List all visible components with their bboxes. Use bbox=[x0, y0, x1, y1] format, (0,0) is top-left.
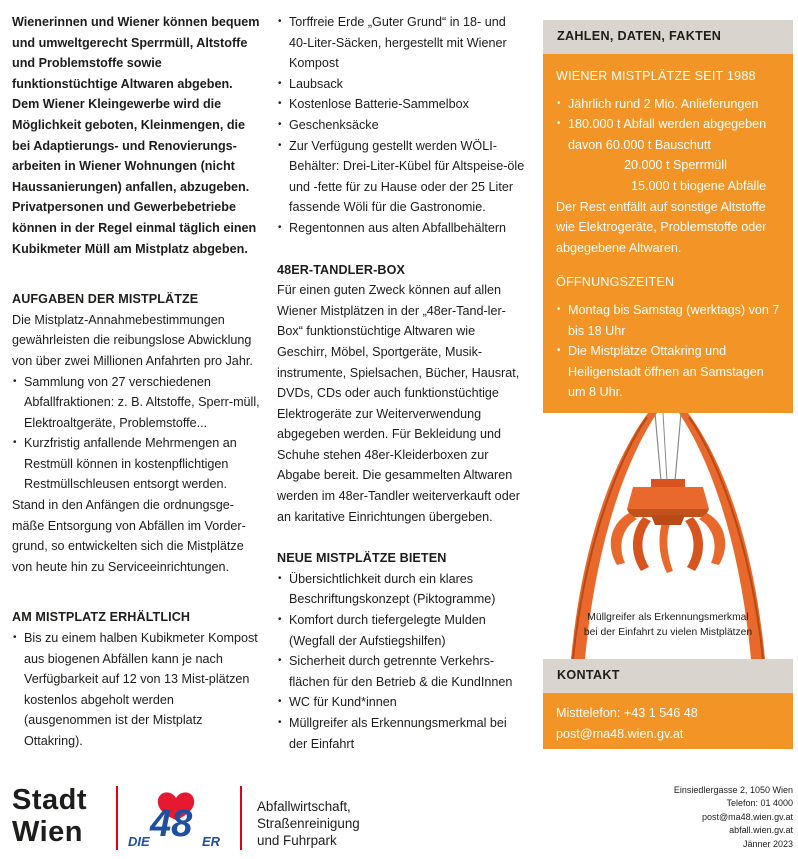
stadt-wien-logo bbox=[12, 784, 87, 848]
hours-list bbox=[556, 300, 780, 403]
intro-text: Wienerinnen und Wiener können bequem und umweltgerecht Sperrmüll, Altstoffe und Problemstoffe sowie funktionstüchtige Altwaren abgeben. Dem Wiener Kleingewerbe wird die Möglichkeit geboten, Kleinmengen, die bei Adaptierungs- und Renovierungs-arbeiten in Wiener Wohnungen (nicht Haussanierungen) anfallen, abzugeben. Privatpersonen und Gewerbebetriebe können in der Regel einmal täglich einen Kubikmeter Müll am Mistplatz abgeben. bbox=[12, 15, 260, 256]
claw-photo bbox=[543, 413, 793, 659]
tasks-list bbox=[12, 372, 262, 496]
list-item: • WC für Kund*innen bbox=[277, 692, 527, 713]
list-item: • Kurzfristig anfallende Mehrmengen an Restmüll können in kostenpflichtigen Restmüllschleusen entsorgt werden. bbox=[12, 433, 262, 495]
list-item: • Die Mistplätze Ottakring und Heiligenstadt öffnen an Samstagen um 8 Uhr. bbox=[556, 341, 780, 403]
list-item: • Regentonnen aus alten Abfallbehältern bbox=[277, 218, 527, 239]
tasks-heading: AUFGABEN DER MISTPLÄTZE bbox=[12, 292, 199, 307]
ma48-logo bbox=[128, 790, 228, 850]
photo-caption: Müllgreifer als Erkennungsmerkmal bei der Einfahrt zu vielen Mistplätzen bbox=[583, 612, 753, 638]
contact-header: KONTAKT bbox=[543, 659, 793, 693]
contact-email-link[interactable]: post@ma48.wien.gv.at bbox=[556, 726, 684, 741]
logo-48-text: 48 bbox=[150, 803, 193, 845]
list-item: • Bis zu einem halben Kubikmeter Kompost aus biogenen Abfällen kann je nach Verfügbarkeit auf 12 von 13 Mist-plätzen kostenlos abgeholt werden (ausgenommen ist der Mistplatz Ottakring). bbox=[12, 628, 262, 752]
column-middle bbox=[277, 0, 527, 754]
list-item: • 180.000 t Abfall werden abgegeben davon 60.000 t Bauschutt 20.000 t Sperrmüll 15.000 t biogene Abfälle bbox=[556, 114, 780, 196]
list-item: • Jährlich rund 2 Mio. Anlieferungen bbox=[556, 94, 780, 115]
contact-phone: Misttelefon: +43 1 546 48 bbox=[556, 706, 698, 720]
tasks-outro: Stand in den Anfängen die ordnungsge-mäße Entsorgung von Abfällen im Vorder-grund, so entwickelten sich die Mistplätze von heute hin zu Serviceeinrichtungen. bbox=[12, 498, 246, 574]
divider bbox=[116, 786, 118, 850]
tandler-text: Für einen guten Zweck können auf allen Wiener Mistplätzen in der „48er-Tand-ler-Box“ funktionstüchtige Altwaren wie Geschirr, Möbel, Sportgeräte, Musik-instrumente, Spielsachen, Bücher, Hausrat, DVDs, CDs oder auch funktionstüchtige Elektrogeräte zur Weiterverwendung abgegeben werden. Für Bekleidung und Schuhe stehen 48er-Kleiderboxen zur Abgabe bereit. Die gesammelten Altwaren werden im 48er-Tandler weiterverkauft oder an karitative Einrichtungen übergeben. bbox=[277, 283, 520, 524]
new-heading: NEUE MISTPLÄTZE BIETEN bbox=[277, 551, 447, 566]
logo-stadt-text: Stadt bbox=[12, 784, 87, 816]
hours-heading: ÖFFNUNGSZEITEN bbox=[556, 275, 675, 290]
footer bbox=[0, 770, 798, 859]
list-item: • Laubsack bbox=[277, 74, 527, 95]
list-item: • Torffreie Erde „Guter Grund“ in 18- und 40-Liter-Säcken, hergestellt mit Wiener Kompost bbox=[277, 12, 527, 74]
logo-die-text: DIE bbox=[128, 834, 150, 849]
list-item: • Übersichtlichkeit durch ein klares Beschriftungskonzept (Piktogramme) bbox=[277, 569, 527, 610]
facts-rest-text: Der Rest entfällt auf sonstige Altstoffe wie Elektrogeräte, Problemstoffe oder abgegebene Altwaren. bbox=[556, 199, 767, 255]
list-item: • Geschenksäcke bbox=[277, 115, 527, 136]
facts-list bbox=[556, 94, 780, 197]
list-item: • Zur Verfügung gestellt werden WÖLI-Behälter: Drei-Liter-Kübel für Altspeise-öle und -fette für zu Hause oder der 25 Liter fassende Wöli für die Gastronomie. bbox=[277, 136, 527, 218]
facts-box bbox=[543, 20, 793, 413]
facts-body bbox=[543, 54, 793, 403]
facts-subheading: WIENER MISTPLÄTZE SEIT 1988 bbox=[556, 69, 756, 83]
available-list bbox=[12, 628, 262, 752]
list-item: • Sammlung von 27 verschiedenen Abfallfraktionen: z. B. Altstoffe, Sperr-müll, Elektroaltgeräte, Problemstoffe... bbox=[12, 372, 262, 434]
address-block: Einsiedlergasse 2, 1050 Wien Telefon: 01 4000 post@ma48.wien.gv.at abfall.wien.gv.at Jänner 2023 bbox=[673, 785, 793, 849]
divider bbox=[240, 786, 242, 850]
list-item: • Müllgreifer als Erkennungsmerkmal bei der Einfahrt bbox=[277, 713, 527, 754]
facts-header: ZAHLEN, DATEN, FAKTEN bbox=[543, 20, 793, 54]
list-item: • Sicherheit durch getrennte Verkehrs-flächen für den Betrieb & die KundInnen bbox=[277, 651, 527, 692]
department-name: Abfallwirtschaft, Straßenreinigung und Fuhrpark bbox=[257, 799, 360, 848]
available-list-continued bbox=[277, 12, 527, 239]
list-item: • Montag bis Samstag (werktags) von 7 bis 18 Uhr bbox=[556, 300, 780, 341]
tandler-heading: 48ER-TANDLER-BOX bbox=[277, 262, 406, 277]
list-item: • Komfort durch tiefergelegte Mulden (Wegfall der Aufstiegshilfen) bbox=[277, 610, 527, 651]
list-item: • Kostenlose Batterie-Sammelbox bbox=[277, 94, 527, 115]
logo-er-text: ER bbox=[202, 834, 221, 849]
column-left bbox=[12, 0, 262, 752]
new-list bbox=[277, 569, 527, 754]
contact-box bbox=[543, 693, 793, 749]
logo-wien-text: Wien bbox=[12, 816, 84, 848]
tasks-text: Die Mistplatz-Annahmebestimmungen gewährleisten die reibungslose Abwicklung von über zwei Millionen Anfahrten pro Jahr. bbox=[12, 312, 253, 368]
available-heading: AM MISTPLATZ ERHÄLTLICH bbox=[12, 610, 191, 625]
